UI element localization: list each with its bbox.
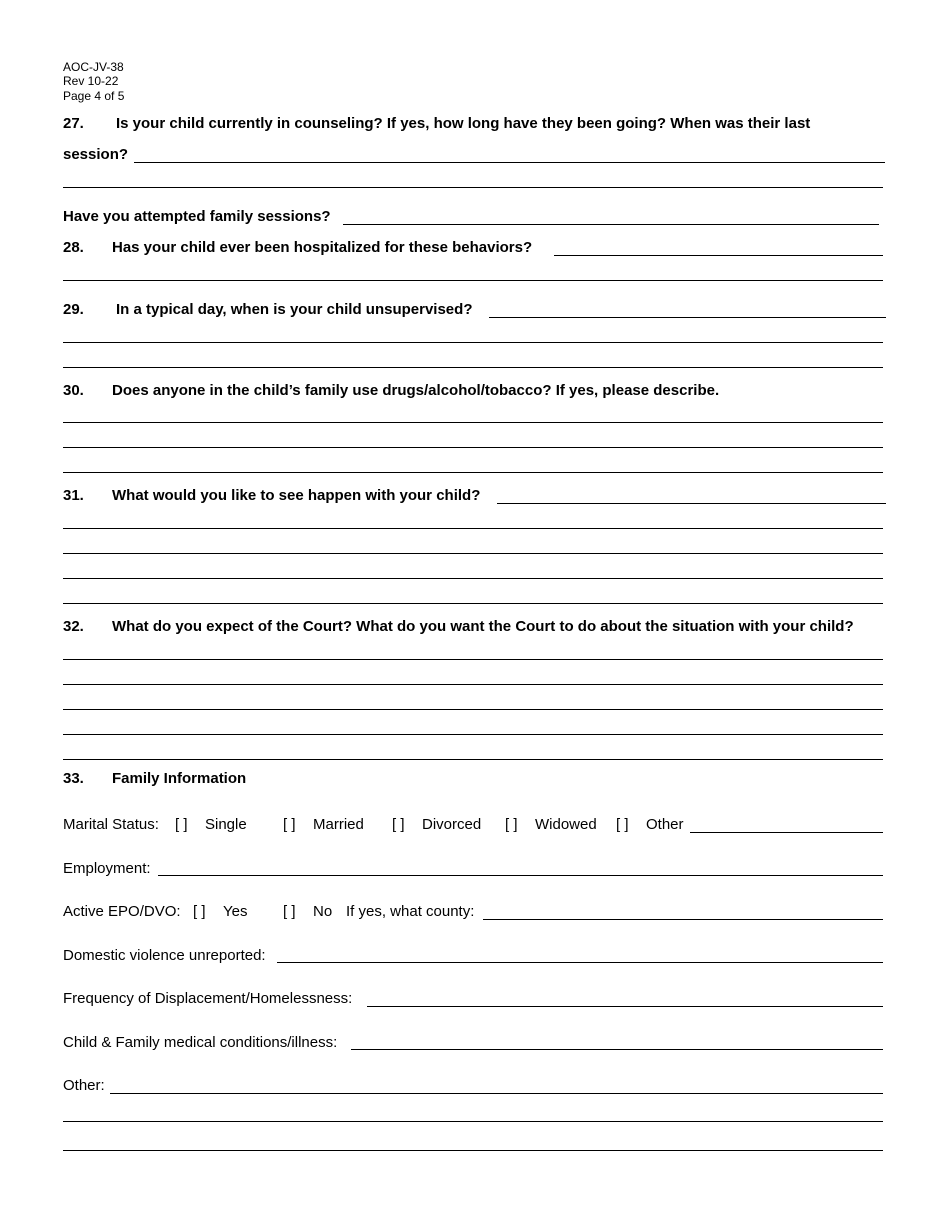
q30-answer-line[interactable] xyxy=(63,472,883,473)
q31-answer-line[interactable] xyxy=(63,528,883,529)
q29-answer-line[interactable] xyxy=(489,317,886,318)
q32-number: 32. xyxy=(63,618,84,635)
epo-county-label: If yes, what county: xyxy=(346,903,475,920)
q33-title: Family Information xyxy=(112,770,247,787)
marital-status-label: Marital Status: xyxy=(63,816,159,833)
other-info-line[interactable] xyxy=(63,1150,883,1151)
medical-label: Child & Family medical conditions/illness: xyxy=(63,1034,338,1051)
marital-other-line[interactable] xyxy=(690,832,883,833)
epo-yes-label: Yes xyxy=(223,903,248,920)
q28-answer-line[interactable] xyxy=(554,255,883,256)
q28-text: Has your child ever been hospitalized for these behaviors? xyxy=(112,239,533,256)
q32-answer-line[interactable] xyxy=(63,759,883,760)
q31-answer-line[interactable] xyxy=(497,503,886,504)
q32-answer-line[interactable] xyxy=(63,684,883,685)
q27-text: Is your child currently in counseling? If yes, how long have they been going? When was their last xyxy=(116,115,811,132)
q29-answer-line[interactable] xyxy=(63,367,883,368)
dv-label: Domestic violence unreported: xyxy=(63,947,266,964)
single-checkbox[interactable]: [ ] xyxy=(175,816,188,833)
other-label: Other xyxy=(646,816,684,833)
form-revision: Rev 10-22 xyxy=(63,74,119,88)
displacement-line[interactable] xyxy=(367,1006,883,1007)
married-checkbox[interactable]: [ ] xyxy=(283,816,296,833)
other-info-label: Other: xyxy=(63,1077,105,1094)
q30-text: Does anyone in the child’s family use drugs/alcohol/tobacco? If yes, please describe. xyxy=(112,382,720,399)
epo-county-line[interactable] xyxy=(483,919,883,920)
q30-answer-line[interactable] xyxy=(63,422,883,423)
q31-text: What would you like to see happen with your child? xyxy=(112,487,481,504)
q28-number: 28. xyxy=(63,239,84,256)
q28-answer-line[interactable] xyxy=(63,280,883,281)
q33-number: 33. xyxy=(63,770,84,787)
q30-answer-line[interactable] xyxy=(63,447,883,448)
married-label: Married xyxy=(313,816,364,833)
q27-answer-line[interactable] xyxy=(134,162,885,163)
dv-line[interactable] xyxy=(277,962,883,963)
page-number: Page 4 of 5 xyxy=(63,89,125,103)
single-label: Single xyxy=(205,816,247,833)
q27-text-cont: session? xyxy=(63,146,129,163)
q29-answer-line[interactable] xyxy=(63,342,883,343)
form-id: AOC-JV-38 xyxy=(63,60,124,74)
q29-number: 29. xyxy=(63,301,84,318)
q27-answer-line[interactable] xyxy=(63,187,883,188)
divorced-label: Divorced xyxy=(422,816,482,833)
epo-no-label: No xyxy=(313,903,333,920)
employment-label: Employment: xyxy=(63,860,151,877)
epo-no-checkbox[interactable]: [ ] xyxy=(283,903,296,920)
epo-label: Active EPO/DVO: xyxy=(63,903,181,920)
q32-answer-line[interactable] xyxy=(63,659,883,660)
q32-answer-line[interactable] xyxy=(63,709,883,710)
q27-sub-question: Have you attempted family sessions? xyxy=(63,208,331,225)
employment-line[interactable] xyxy=(158,875,883,876)
q31-answer-line[interactable] xyxy=(63,578,883,579)
q27-number: 27. xyxy=(63,115,84,132)
q31-answer-line[interactable] xyxy=(63,553,883,554)
other-checkbox[interactable]: [ ] xyxy=(616,816,629,833)
q29-text: In a typical day, when is your child unsupervised? xyxy=(116,301,473,318)
family-sessions-answer-line[interactable] xyxy=(343,224,879,225)
medical-line[interactable] xyxy=(351,1049,883,1050)
other-info-line[interactable] xyxy=(63,1121,883,1122)
other-info-line[interactable] xyxy=(110,1093,883,1094)
widowed-label: Widowed xyxy=(535,816,597,833)
epo-yes-checkbox[interactable]: [ ] xyxy=(193,903,206,920)
q32-answer-line[interactable] xyxy=(63,734,883,735)
divorced-checkbox[interactable]: [ ] xyxy=(392,816,405,833)
q31-number: 31. xyxy=(63,487,84,504)
q32-text: What do you expect of the Court? What do you want the Court to do about the situation with your child? xyxy=(112,618,854,635)
q30-number: 30. xyxy=(63,382,84,399)
displacement-label: Frequency of Displacement/Homelessness: xyxy=(63,990,353,1007)
q31-answer-line[interactable] xyxy=(63,603,883,604)
widowed-checkbox[interactable]: [ ] xyxy=(505,816,518,833)
